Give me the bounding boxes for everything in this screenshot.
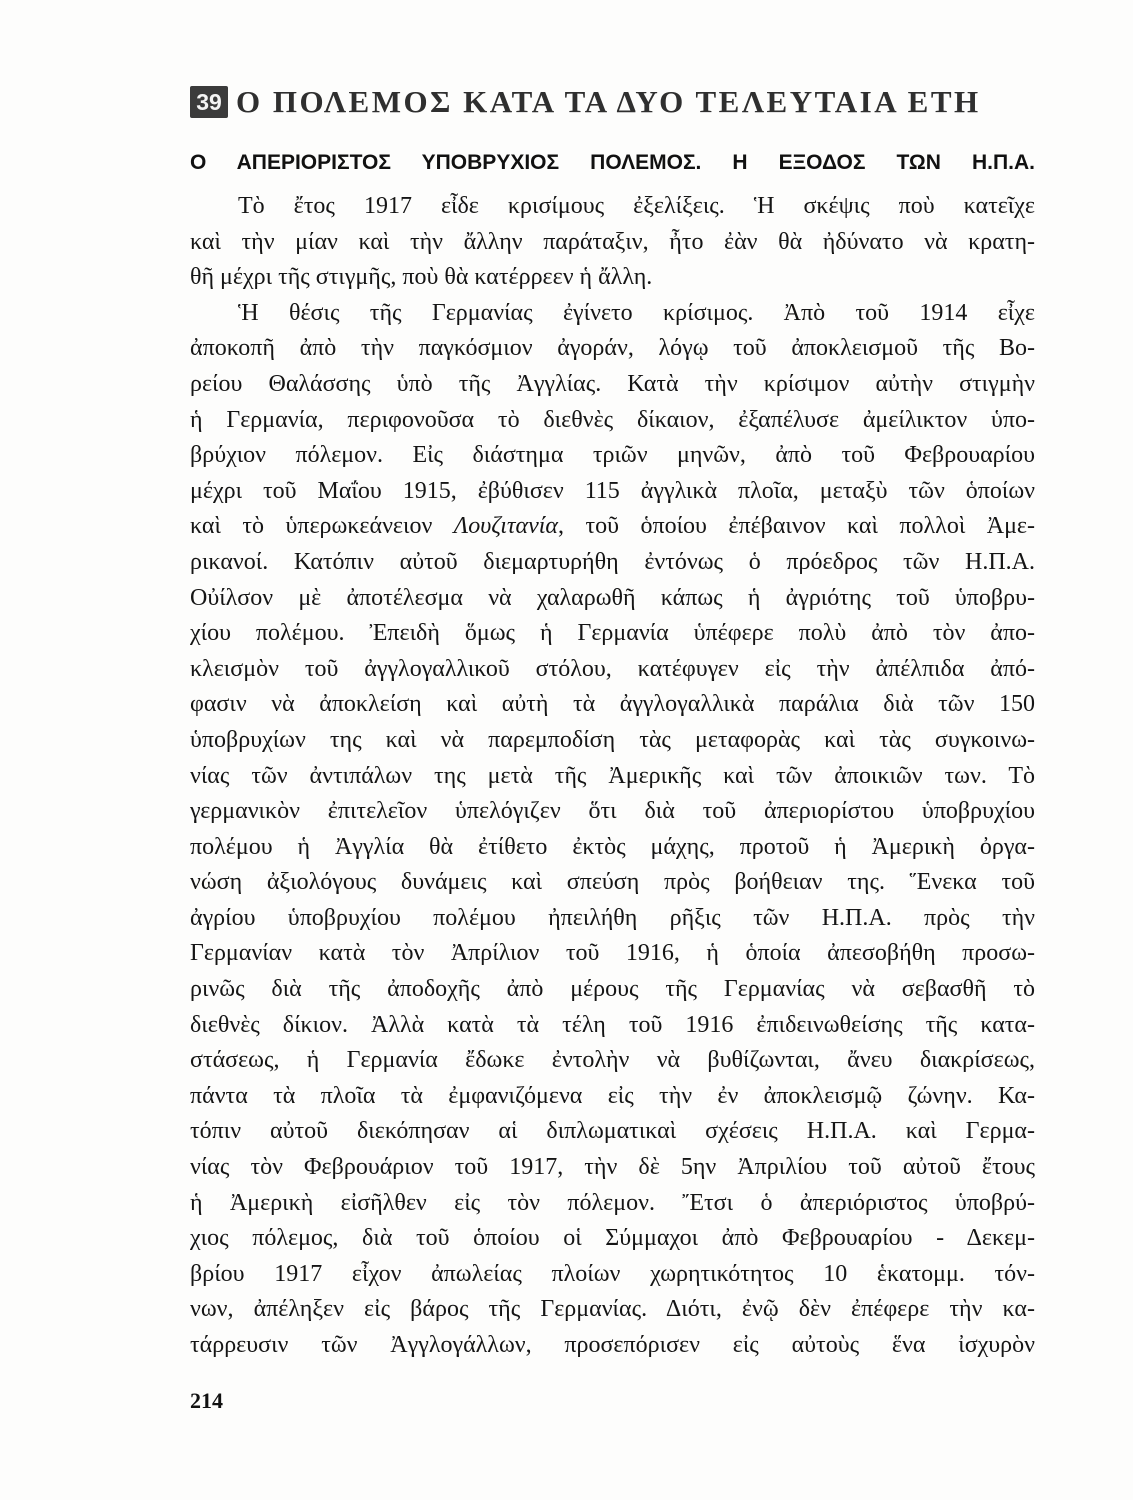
chapter-title: Ο ΠΟΛΕΜΟΣ ΚΑΤΑ ΤΑ ΔΥΟ ΤΕΛΕΥΤΑΙΑ ΕΤΗ [236,84,981,119]
text-line: ἡ Γερμανία, περιφονοῦσα τὸ διεθνὲς δίκαιον, ἐξαπέλυσε ἀμείλικτον ὑπο- [190,406,1035,433]
italic-ship-name: Λουζιτανία [453,513,559,540]
text-line: τάρρευσιν τῶν Ἀγγλογάλλων, προσεπόρισεν εἰς αὐτοὺς ἕνα ἰσχυρὸν [190,1332,1035,1358]
text-line: βρύχιον πόλεμον. Εἰς διάστημα τριῶν μηνῶν, ἀπὸ τοῦ Φεβρουαρίου [190,442,1035,469]
text-line [190,509,1035,545]
text-line: πολέμου ἡ Ἀγγλία θὰ ἐτίθετο ἐκτὸς μάχης, προτοῦ ἡ Ἀμερικὴ ὀργα- [190,833,1035,860]
text-line: θῆ μέχρι τῆς στιγμῆς, ποὺ θὰ κατέρρεεν ἡ ἄλλη. [190,264,653,291]
text-line: Γερμανίαν κατὰ τὸν Ἀπρίλιον τοῦ 1916, ἡ ὁποία ἀπεσοβήθη προσω- [190,940,1035,967]
text-line: ἀγρίου ὑποβρυχίου πολέμου ἠπειλήθη ρῆξις τῶν Η.Π.Α. πρὸς τὴν [190,904,1035,931]
text-line: ὑποβρυχίων της καὶ νὰ παρεμποδίση τὰς μεταφορὰς καὶ τὰς συγκοινω- [190,726,1035,753]
text-segment: , τοῦ ὁποίου ἐπέβαινον καὶ πολλοὶ Ἀμε- [558,513,1035,540]
text-line: ἀποκοπῆ ἀπὸ τὴν παγκόσμιον ἀγοράν, λόγῳ τοῦ ἀποκλεισμοῦ τῆς Βο- [190,335,1035,362]
text-line: κλεισμὸν τοῦ ἀγγλογαλλικοῦ στόλου, κατέφυγεν εἰς τὴν ἀπέλπιδα ἀπό- [190,655,1035,682]
page-number: 214 [190,1388,223,1413]
text-line: νίας τῶν ἀντιπάλων της μετὰ τῆς Ἀμερικῆς καὶ τῶν ἀποικιῶν των. Τὸ [190,762,1035,789]
text-line: ρινῶς διὰ τῆς ἀποδοχῆς ἀπὸ μέρους τῆς Γερμανίας νὰ σεβασθῆ τὸ [190,976,1035,1003]
text-line: μέχρι τοῦ Μαΐου 1915, ἐβύθισεν 115 ἀγγλικὰ πλοῖα, μεταξὺ τῶν ὁποίων [190,477,1035,504]
text-line: νων, ἀπέληξεν εἰς βάρος τῆς Γερμανίας. Διότι, ἐνῷ δὲν ἐπέφερε τὴν κα- [190,1296,1035,1323]
text-line: χίου πολέμου. Ἐπειδὴ ὅμως ἡ Γερμανία ὑπέφερε πολὺ ἀπὸ τὸν ἀπο- [190,620,1035,647]
text-line: πάντα τὰ πλοῖα τὰ ἐμφανιζόμενα εἰς τὴν ἐν ἀποκλεισμῷ ζώνην. Κα- [190,1082,1035,1109]
text-line: τόπιν αὐτοῦ διεκόπησαν αἱ διπλωματικαὶ σχέσεις Η.Π.Α. καὶ Γερμα- [190,1118,1035,1145]
text-segment: καὶ τὸ ὑπερωκεάνειον [190,513,454,540]
text-line: διεθνὲς δίκιον. Ἀλλὰ κατὰ τὰ τέλη τοῦ 1916 ἐπιδεινωθείσης τῆς κατα- [190,1011,1035,1038]
text-line: βρίου 1917 εἶχον ἀπωλείας πλοίων χωρητικότητος 10 ἑκατομμ. τόν- [190,1260,1035,1287]
text-line: νώση ἀξιολόγους δυνάμεις καὶ σπεύση πρὸς βοήθειαν της. Ἕνεκα τοῦ [190,869,1035,896]
text-line: Τὸ ἔτος 1917 εἶδε κρισίμους ἐξελίξεις. Ἡ σκέψις ποὺ κατεῖχε [238,193,1035,219]
chapter-number-badge: 39 [190,86,228,118]
text-line: Οὐίλσον μὲ ἀποτέλεσμα νὰ χαλαρωθῆ κάπως ἡ ἀγριότης τοῦ ὑποβρυ- [190,584,1035,611]
body-text [190,189,1035,1364]
page-header [190,84,981,120]
text-line: γερμανικὸν ἐπιτελεῖον ὑπελόγιζεν ὅτι διὰ τοῦ ἀπεριορίστου ὑποβρυχίου [190,798,1035,825]
text-line: φασιν νὰ ἀποκλείση καὶ αὐτὴ τὰ ἀγγλογαλλικὰ παράλια διὰ τῶν 150 [190,691,1035,718]
text-line: νίας τὸν Φεβρουάριον τοῦ 1917, τὴν δὲ 5ην Ἀπριλίου τοῦ αὐτοῦ ἔτους [190,1154,1035,1181]
text-line: χιος πόλεμος, διὰ τοῦ ὁποίου οἱ Σύμμαχοι ἀπὸ Φεβρουαρίου - Δεκεμ- [190,1225,1035,1252]
text-line: ρείου Θαλάσσης ὑπὸ τῆς Ἀγγλίας. Κατὰ τὴν κρίσιμον αὐτὴν στιγμὴν [190,370,1035,397]
text-line: καὶ τὴν μίαν καὶ τὴν ἄλλην παράταξιν, ἦτο ἐὰν θὰ ἠδύνατο νὰ κρατη- [190,228,1035,255]
section-subtitle: Ο ΑΠΕΡΙΟΡΙΣΤΟΣ ΥΠΟΒΡΥΧΙΟΣ ΠΟΛΕΜΟΣ. Η ΕΞΟΔΟΣ ΤΩΝ Η.Π.Α. [190,151,1035,174]
text-line: ρικανοί. Κατόπιν αὐτοῦ διεμαρτυρήθη ἐντόνως ὁ πρόεδρος τῶν Η.Π.Α. [190,548,1035,575]
text-line: ἡ Ἀμερικὴ εἰσῆλθεν εἰς τὸν πόλεμον. Ἔτσι ὁ ἀπεριόριστος ὑποβρύ- [190,1189,1035,1216]
text-line: Ἡ θέσις τῆς Γερμανίας ἐγίνετο κρίσιμος. Ἀπὸ τοῦ 1914 εἶχε [238,299,1035,326]
text-line: στάσεως, ἡ Γερμανία ἔδωκε ἐντολὴν νὰ βυθίζωνται, ἄνευ διακρίσεως, [190,1047,1035,1074]
